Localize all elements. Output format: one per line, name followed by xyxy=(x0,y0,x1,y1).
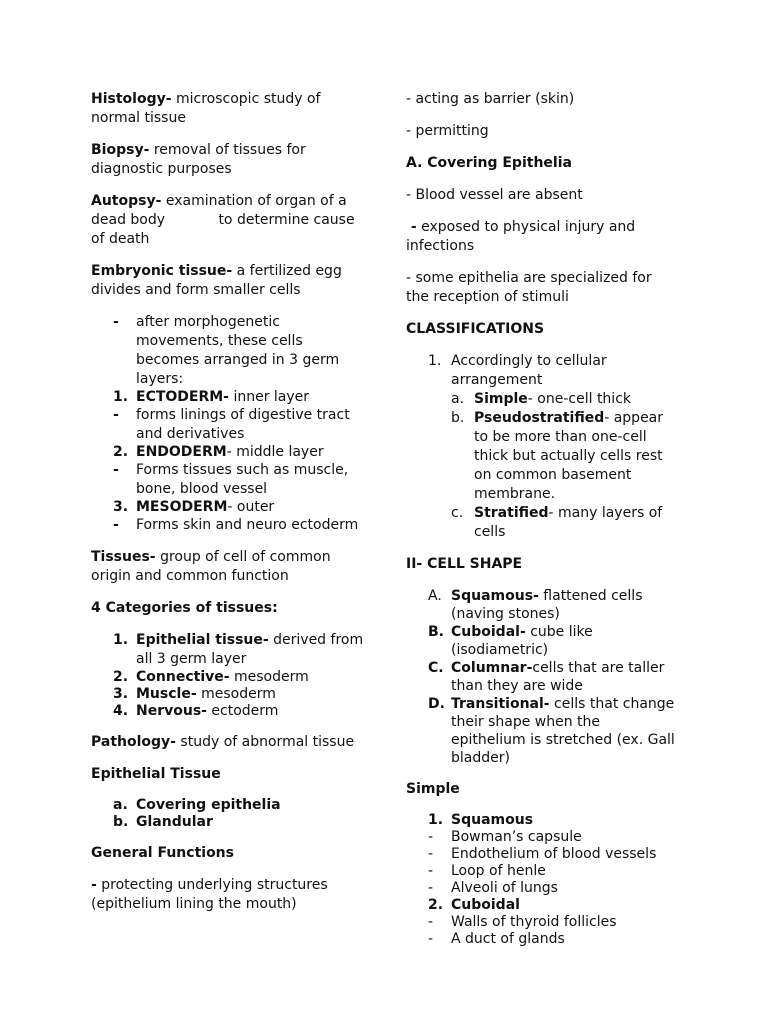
term: Cuboidal- xyxy=(451,624,526,640)
term: Pathology- xyxy=(91,734,176,750)
item-text: Accordingly to cellular arrangement xyxy=(451,353,607,388)
item-text: - one-cell thick xyxy=(527,391,631,407)
item-text: after morphogenetic movements, these cells becomes arranged in 3 germ layers: xyxy=(136,314,340,387)
list-marker: b. xyxy=(451,410,465,426)
definition: group of cell of common origin and common function xyxy=(91,549,331,584)
item-text: A duct of glands xyxy=(451,931,565,947)
term: Columnar- xyxy=(451,660,533,676)
def-pathology xyxy=(91,733,369,752)
term: Autopsy- xyxy=(91,193,162,209)
list-item xyxy=(91,313,369,389)
list-item xyxy=(91,499,369,516)
term: Squamous- xyxy=(451,588,539,604)
list-marker: - xyxy=(113,462,119,478)
list-item xyxy=(406,863,678,880)
item-text: - outer xyxy=(227,499,275,515)
item-text: ectoderm xyxy=(206,703,279,719)
list-marker: D. xyxy=(428,696,445,712)
function-protecting xyxy=(91,876,369,914)
def-autopsy xyxy=(91,192,369,249)
term: MESODERM xyxy=(136,499,228,515)
def-embryonic-tissue xyxy=(91,262,369,300)
item-text: inner layer xyxy=(229,389,310,405)
term: Histology- xyxy=(91,91,172,107)
item-text: cells that are taller than they are wide xyxy=(451,660,665,694)
left-column xyxy=(91,90,369,927)
item-text: - appear to be more than one-cell thick but actually cells rest on common basement membrane. xyxy=(474,410,664,502)
list-marker: C. xyxy=(428,660,444,676)
item-text: - middle layer xyxy=(226,444,324,460)
term: Nervous- xyxy=(136,703,207,719)
item-text: Endothelium of blood vessels xyxy=(451,846,657,862)
def-histology xyxy=(91,90,369,128)
list-marker: 1. xyxy=(113,632,129,648)
classification-sublist xyxy=(451,390,678,542)
list-marker: - xyxy=(113,517,119,533)
specialized-note: - some epithelia are specialized for the reception of stimuli xyxy=(406,270,652,305)
term: ENDODERM xyxy=(136,444,227,460)
item-text: cells that change their shape when the epithelium is stretched (ex. Gall bladder) xyxy=(451,696,675,766)
list-item xyxy=(406,914,678,931)
term: Embryonic tissue- xyxy=(91,263,233,279)
blood-vessel-note: - Blood vessel are absent xyxy=(406,187,583,203)
list-item xyxy=(406,587,678,623)
function-text: protecting underlying structures (epithelium lining the mouth) xyxy=(91,877,328,912)
list-marker: 1. xyxy=(428,812,444,828)
exposed-note xyxy=(406,218,678,256)
epithelial-tissue-heading: Epithelial Tissue xyxy=(91,766,221,782)
item-text: derived from all 3 germ layer xyxy=(136,632,364,667)
item-text: Forms skin and neuro ectoderm xyxy=(136,517,359,533)
item-text: Bowman’s capsule xyxy=(451,829,582,845)
simple-examples-list xyxy=(406,812,678,948)
germ-layer-list xyxy=(91,313,369,535)
list-item xyxy=(91,631,369,669)
function-barrier: - acting as barrier (skin) xyxy=(406,91,575,107)
list-marker: 4. xyxy=(113,703,129,719)
function-permitting: - permitting xyxy=(406,123,489,139)
list-item xyxy=(406,352,678,542)
list-item xyxy=(406,846,678,863)
term: Epithelial tissue- xyxy=(136,632,269,648)
list-item xyxy=(91,669,369,686)
list-marker: - xyxy=(428,914,434,930)
item-text: cube like (isodiametric) xyxy=(451,624,593,658)
term: Connective- xyxy=(136,669,230,685)
list-marker: - xyxy=(428,931,434,947)
dash: - xyxy=(406,219,417,235)
term: Tissues- xyxy=(91,549,156,565)
term: Cuboidal xyxy=(451,897,520,913)
term: Covering epithelia xyxy=(136,797,281,813)
term: Pseudostratified xyxy=(474,410,605,426)
list-marker: a. xyxy=(451,391,465,407)
list-item xyxy=(406,931,678,948)
item-text: flattened cells (naving stones) xyxy=(451,588,643,622)
list-marker: 2. xyxy=(428,897,444,913)
list-item xyxy=(91,444,369,461)
list-item xyxy=(451,504,678,542)
item-text: Loop of henle xyxy=(451,863,546,879)
list-marker: B. xyxy=(428,624,444,640)
term: Stratified xyxy=(474,505,549,521)
def-tissues xyxy=(91,548,369,586)
list-item xyxy=(91,461,369,499)
item-text: Walls of thyroid follicles xyxy=(451,914,617,930)
list-item xyxy=(91,516,369,535)
item-text: Forms tissues such as muscle, bone, blood vessel xyxy=(136,462,349,497)
note-text: exposed to physical injury and infections xyxy=(406,219,636,254)
list-item xyxy=(406,829,678,846)
list-marker: - xyxy=(428,846,434,862)
term: Biopsy- xyxy=(91,142,150,158)
list-marker: - xyxy=(113,407,119,423)
item-text: mesoderm xyxy=(196,686,276,702)
definition: a fertilized egg divides and form smaller cells xyxy=(91,263,342,298)
list-marker: c. xyxy=(451,505,464,521)
item-text: mesoderm xyxy=(229,669,309,685)
definition: study of abnormal tissue xyxy=(175,734,355,750)
list-marker: - xyxy=(428,863,434,879)
tissue-category-list xyxy=(91,631,369,720)
list-item xyxy=(91,389,369,406)
definition: removal of tissues for diagnostic purposes xyxy=(91,142,306,177)
item-text: forms linings of digestive tract and derivatives xyxy=(136,407,350,442)
list-marker: b. xyxy=(113,814,129,830)
list-marker: 2. xyxy=(113,444,129,460)
list-item xyxy=(91,814,369,831)
list-item xyxy=(406,880,678,897)
list-item xyxy=(451,409,678,504)
list-item xyxy=(91,797,369,814)
list-marker: 1. xyxy=(113,389,129,405)
list-item xyxy=(406,623,678,659)
epithelial-type-list xyxy=(91,797,369,831)
classifications-heading: CLASSIFICATIONS xyxy=(406,321,545,337)
term: ECTODERM- xyxy=(136,389,229,405)
list-marker: a. xyxy=(113,797,128,813)
list-item xyxy=(406,897,678,914)
dash: - xyxy=(91,877,97,893)
right-column xyxy=(406,90,678,961)
covering-epithelia-heading: A. Covering Epithelia xyxy=(406,155,572,171)
item-text: Alveoli of lungs xyxy=(451,880,558,896)
simple-heading: Simple xyxy=(406,781,460,797)
term: Glandular xyxy=(136,814,213,830)
list-marker: - xyxy=(428,829,434,845)
item-text: - many layers of cells xyxy=(474,505,663,540)
term: Transitional- xyxy=(451,696,550,712)
list-marker: 3. xyxy=(113,686,129,702)
list-item xyxy=(91,703,369,720)
cell-shape-list xyxy=(406,587,678,767)
cell-shape-heading: II- CELL SHAPE xyxy=(406,556,523,572)
list-item xyxy=(406,695,678,767)
list-marker: 1. xyxy=(428,353,442,369)
list-item xyxy=(406,812,678,829)
list-marker: - xyxy=(113,314,119,330)
list-marker: - xyxy=(428,880,434,896)
list-marker: 2. xyxy=(113,669,129,685)
list-item xyxy=(91,686,369,703)
classification-list xyxy=(406,352,678,542)
general-functions-heading: General Functions xyxy=(91,845,234,861)
definition: microscopic study of normal tissue xyxy=(91,91,321,126)
list-item xyxy=(406,659,678,695)
list-item xyxy=(91,406,369,444)
list-marker: A. xyxy=(428,588,442,604)
def-biopsy xyxy=(91,141,369,179)
term: Muscle- xyxy=(136,686,197,702)
term: Simple xyxy=(474,391,528,407)
list-item xyxy=(451,390,678,409)
list-marker: 3. xyxy=(113,499,129,515)
categories-heading: 4 Categories of tissues: xyxy=(91,600,278,616)
definition: examination of organ of a dead body to determine cause of death xyxy=(91,193,360,247)
term: Squamous xyxy=(451,812,534,828)
